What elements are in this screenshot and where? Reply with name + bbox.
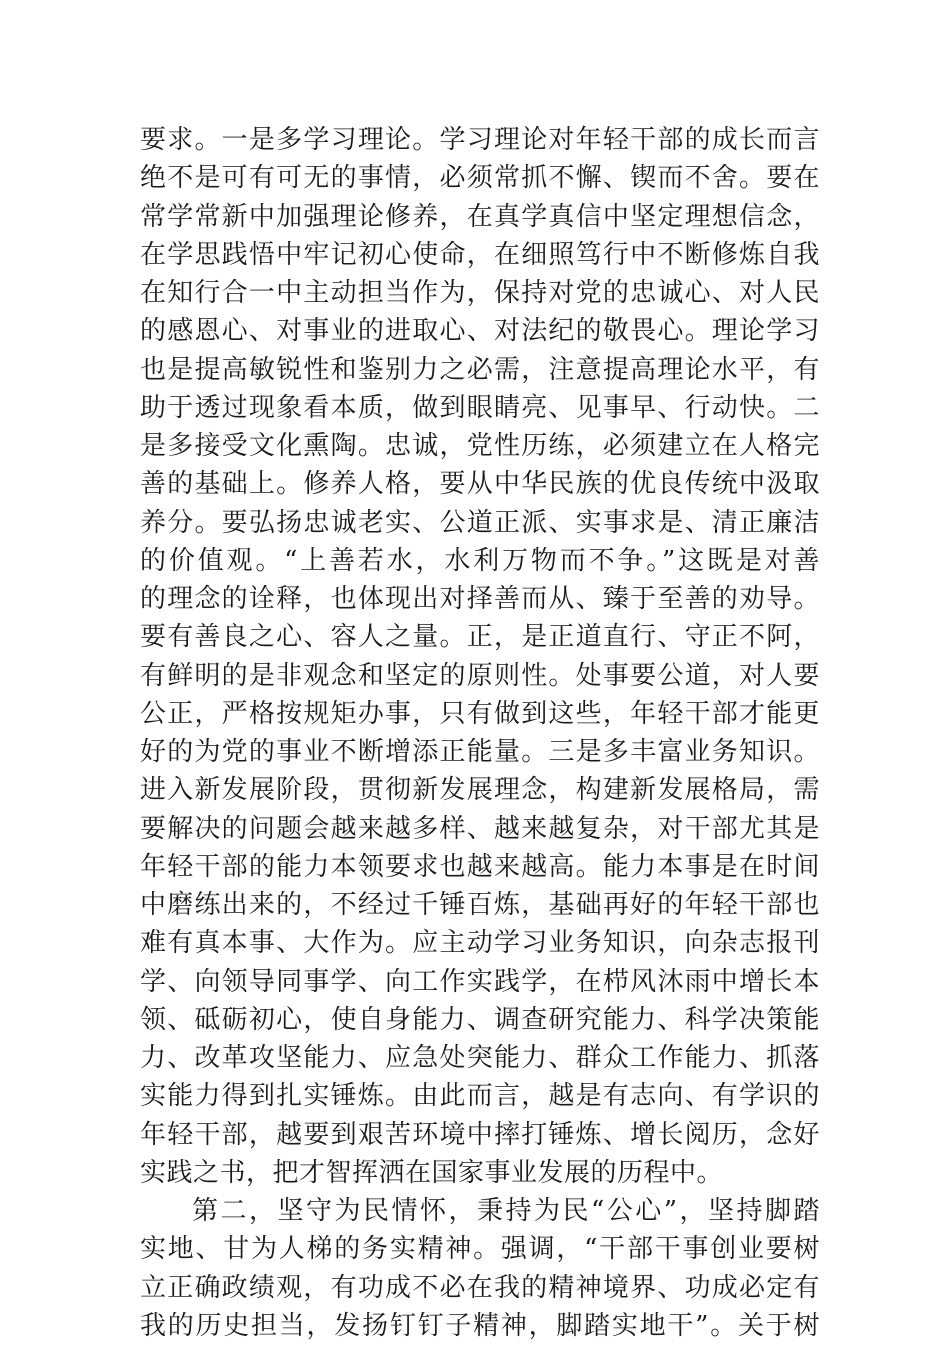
text-line: 助于透过现象看本质，做到眼睛亮、见事早、行动快。二 — [140, 392, 820, 423]
text-line: 实能力得到扎实锤炼。由此而言，越是有志向、有学识的 — [140, 1081, 820, 1112]
text-line: 养分。要弘扬忠诚老实、公道正派、实事求是、清正廉洁 — [140, 507, 820, 538]
text-line: 力、改革攻坚能力、应急处突能力、群众工作能力、抓落 — [140, 1043, 820, 1073]
text-line: 要有善良之心、容人之量。正，是正道直行、守正不阿， — [140, 622, 820, 653]
text-line: 中磨练出来的，不经过千锤百炼，基础再好的年轻干部也 — [140, 890, 820, 920]
text-line: 善的基础上。修养人格，要从中华民族的优良传统中汲取 — [140, 469, 820, 500]
text-line: 年轻干部，越要到艰苦环境中摔打锤炼、增长阅历，念好 — [140, 1119, 820, 1150]
text-line: 领、砥砺初心，使自身能力、调查研究能力、科学决策能 — [140, 1004, 820, 1035]
text-line: 年轻干部的能力本领要求也越来越高。能力本事是在时间 — [140, 851, 820, 882]
text-line: 学、向领导同事学、向工作实践学，在栉风沐雨中增长本 — [140, 966, 820, 997]
text-line: 的感恩心、对事业的进取心、对法纪的敬畏心。理论学习 — [140, 316, 820, 347]
text-line: 的理念的诠释，也体现出对择善而从、臻于至善的劝导。 — [140, 584, 820, 614]
document-body-text — [140, 121, 820, 1345]
text-line: 常学常新中加强理论修养，在真学真信中坚定理想信念， — [140, 201, 820, 232]
text-line: 公正，严格按规矩办事，只有做到这些，年轻干部才能更 — [140, 698, 820, 729]
text-line: 在知行合一中主动担当作为，保持对党的忠诚心、对人民 — [140, 278, 820, 308]
text-line: 难有真本事、大作为。应主动学习业务知识，向杂志报刊 — [140, 928, 820, 959]
text-line: 绝不是可有可无的事情，必须常抓不懈、锲而不舍。要在 — [140, 163, 820, 194]
text-line: 有鲜明的是非观念和坚定的原则性。处事要公道，对人要 — [140, 660, 820, 691]
text-line: 好的为党的事业不断增添正能量。三是多丰富业务知识。 — [140, 737, 820, 767]
text-line: 我的历史担当，发扬钉钉子精神，脚踏实地干”。关于树 — [140, 1310, 820, 1341]
text-line: 也是提高敏锐性和鉴别力之必需，注意提高理论水平，有 — [140, 354, 820, 385]
text-line: 是多接受文化熏陶。忠诚，党性历练，必须建立在人格完 — [140, 431, 820, 461]
text-line: 要解决的问题会越来越多样、越来越复杂，对干部尤其是 — [140, 813, 820, 844]
paragraph-first-line: 第二，坚守为民情怀，秉持为民“公心”，坚持脚踏 — [192, 1196, 820, 1226]
text-line: 实地、甘为人梯的务实精神。强调，“干部干事创业要树 — [140, 1234, 820, 1265]
text-line: 立正确政绩观，有功成不必在我的精神境界、功成必定有 — [140, 1272, 820, 1303]
text-line: 的价值观。“上善若水，水利万物而不争。”这既是对善 — [140, 545, 820, 576]
text-line: 要求。一是多学习理论。学习理论对年轻干部的成长而言 — [140, 125, 820, 155]
text-line: 实践之书，把才智挥洒在国家事业发展的历程中。 — [140, 1157, 724, 1188]
text-line: 在学思践悟中牢记初心使命，在细照笃行中不断修炼自我 — [140, 239, 820, 270]
text-line: 进入新发展阶段，贯彻新发展理念，构建新发展格局，需 — [140, 775, 820, 806]
